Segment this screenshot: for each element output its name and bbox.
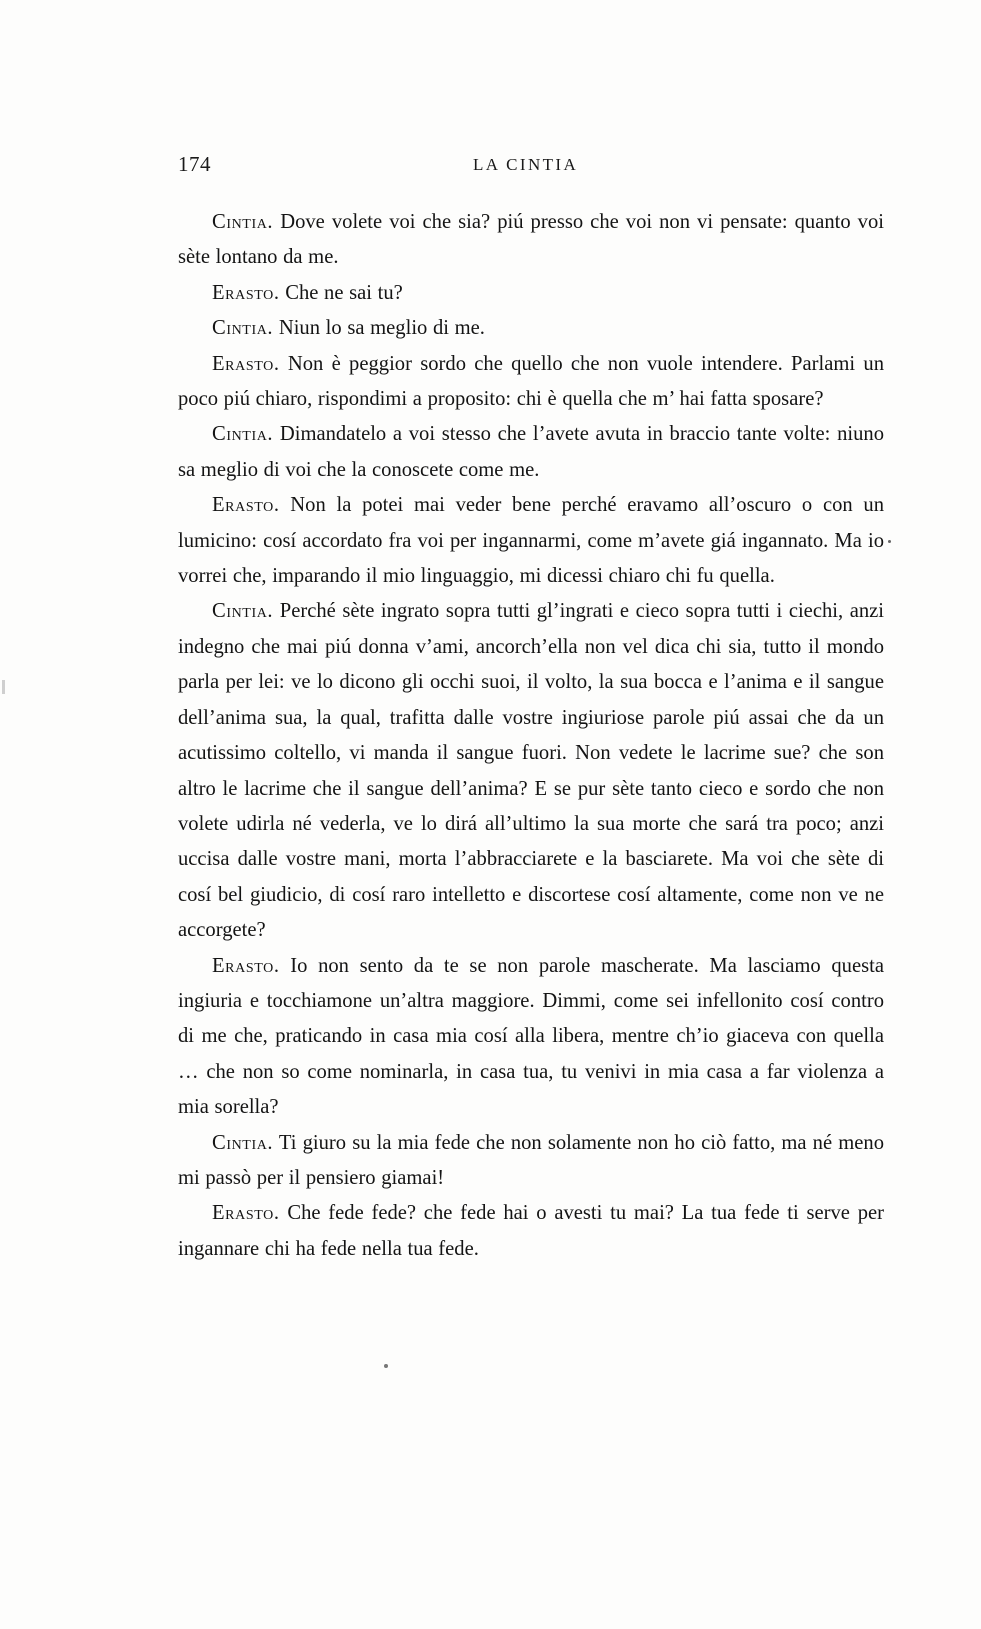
speaker-name: Erasto. xyxy=(212,352,280,375)
dialogue-paragraph xyxy=(178,311,884,346)
footer-dot-mark xyxy=(384,1364,388,1368)
dialogue-text: Che fede fede? che fede hai o avesti tu mai? La tua fede ti serve per ingannare chi ha fede nella tua fede. xyxy=(178,1202,884,1260)
speaker-name: Cintia. xyxy=(212,211,274,233)
speaker-name: Cintia. xyxy=(212,317,274,340)
dialogue-paragraph xyxy=(178,594,884,948)
dialogue-text: Perché sète ingrato sopra tutti gl’ingrati e cieco sopra tutti i ciechi, anzi indegno che mai piú donna v’ami, ancorch’ella non vel dica chi sia, tutto il mondo parla per lei: ve lo dicono gli occhi suoi, il volto, la sua bocca e l’anima e il sangue dell’anima sua, la qual, trafitta dalle vostre ingiuriose parole piú assai che da un acutissimo coltello, vi manda il sangue fuori. Non vedete le lacrime sue? che son altro le lacrime che il sangue dell’anima? E se pur sète tanto cieco e sordo che non volete udirla né vederla, ve lo dirá all’ultimo la sua morte che sará tra poco; anzi uccisa dalle vostre mani, morta l’abbracciarete e la basciarete. Ma voi che sète di cosí bel giudicio, di cosí raro intelletto e discortese cosí altamente, come non ve ne accorgete? xyxy=(178,600,884,942)
margin-dot-mark xyxy=(888,540,891,543)
speaker-name: Cintia. xyxy=(212,423,274,446)
dialogue-text: Niun lo sa meglio di me. xyxy=(273,317,485,340)
page-edge-mark xyxy=(2,680,5,694)
dialogue-paragraph xyxy=(178,347,884,418)
dialogue-paragraph xyxy=(178,949,884,1126)
speaker-name: Cintia. xyxy=(212,600,274,623)
page-folio: 174 xyxy=(178,152,211,176)
dialogue-text: Io non sento da te se non parole mascherate. Ma lasciamo questa ingiuria e tocchiamone un’altra maggiore. Dimmi, come sei infellonito cosí contro di me che, praticando in casa mia cosí alla libera, mentre ch’io giaceva con quella … che non so come nominarla, in casa tua, tu venivi in mia casa a far violenza a mia sorella? xyxy=(178,954,884,1119)
body-text xyxy=(178,205,884,1267)
dialogue-text: Non è peggior sordo che quello che non vuole intendere. Parlami un poco piú chiaro, rispondimi a proposito: chi è quella che m’ hai fatta sposare? xyxy=(178,352,884,411)
dialogue-paragraph xyxy=(178,488,884,594)
speaker-name: Erasto. xyxy=(212,954,280,977)
running-title: LA CINTIA xyxy=(473,155,579,174)
speaker-name: Erasto. xyxy=(212,281,280,304)
page-header xyxy=(178,152,878,178)
dialogue-text: Non la potei mai veder bene perché eravamo all’oscuro o con un lumicino: cosí accordato fra voi per ingannarmi, come m’avete giá ingannato. Ma io vorrei che, imparando il mio linguaggio, mi dicessi chiaro chi fu quella. xyxy=(178,494,884,588)
dialogue-paragraph xyxy=(178,417,884,488)
speaker-name: Erasto. xyxy=(212,494,280,517)
dialogue-text: Dimandatelo a voi stesso che l’avete avuta in braccio tante volte: niuno sa meglio di voi che la conoscete come me. xyxy=(178,423,884,481)
dialogue-text: Dove volete voi che sia? piú presso che voi non vi pensate: quanto voi sète lontano da me. xyxy=(178,211,884,269)
dialogue-text: Che ne sai tu? xyxy=(279,281,403,304)
dialogue-paragraph xyxy=(178,205,884,276)
dialogue-paragraph xyxy=(178,1126,884,1197)
speaker-name: Cintia. xyxy=(212,1131,274,1154)
speaker-name: Erasto. xyxy=(212,1202,280,1225)
dialogue-text: Ti giuro su la mia fede che non solamente non ho ciò fatto, ma né meno mi passò per il pensiero giamai! xyxy=(178,1131,884,1189)
dialogue-paragraph xyxy=(178,276,884,311)
dialogue-paragraph xyxy=(178,1196,884,1267)
